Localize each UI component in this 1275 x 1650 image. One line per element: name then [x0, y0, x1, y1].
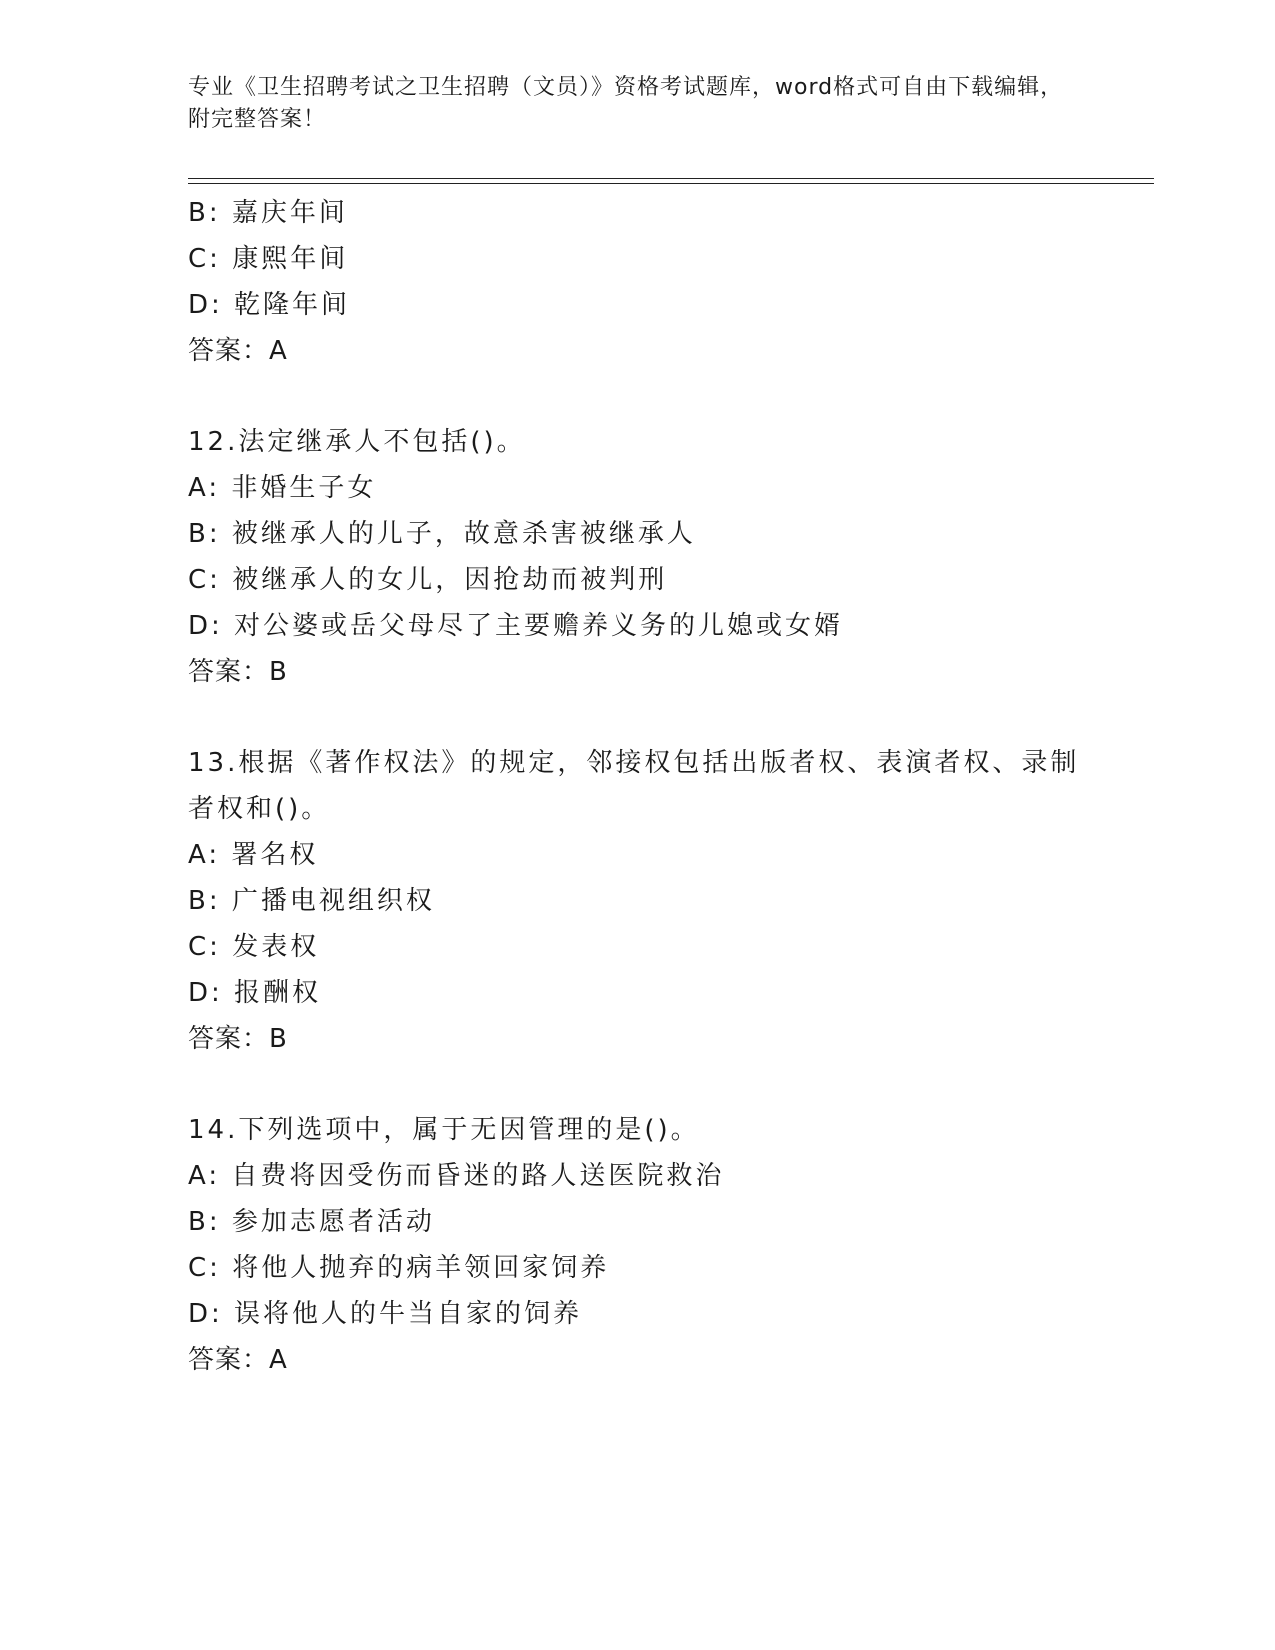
option-d: D: 误将他人的牛当自家的饲养: [188, 1299, 583, 1329]
question-stem: 12.法定继承人不包括()。: [188, 427, 526, 457]
answer-line: 答案：B: [188, 1024, 288, 1054]
option-c: C: 发表权: [188, 932, 320, 962]
header-divider-top: [188, 178, 1154, 179]
option-a: A: 非婚生子女: [188, 473, 377, 503]
header-divider-bottom: [188, 183, 1154, 184]
option-d: D: 对公婆或岳父母尽了主要赡养义务的儿媳或女婿: [188, 611, 844, 641]
option-b: B: 广播电视组织权: [188, 886, 435, 916]
option-a: A: 自费将因受伤而昏迷的路人送医院救治: [188, 1161, 725, 1191]
answer-line: 答案：A: [188, 336, 288, 366]
question-list: [188, 190, 1088, 1383]
option-c: C: 被继承人的女儿，因抢劫而被判刑: [188, 565, 668, 595]
option-b: B: 被继承人的儿子，故意杀害被继承人: [188, 519, 696, 549]
question-12: [188, 419, 1088, 695]
option-c: C: 康熙年间: [188, 244, 349, 274]
question-stem: 14.下列选项中，属于无因管理的是()。: [188, 1115, 700, 1145]
answer-line: 答案：A: [188, 1345, 288, 1375]
option-a: A: 署名权: [188, 840, 319, 870]
answer-line: 答案：B: [188, 657, 288, 687]
question-stem: 13.根据《著作权法》的规定，邻接权包括出版者权、表演者权、录制者权和()。: [188, 748, 1080, 824]
document-header: 专业《卫生招聘考试之卫生招聘（文员）》资格考试题库，word格式可自由下载编辑，附完整答案！: [188, 75, 1064, 132]
question-11-continued: [188, 190, 1088, 374]
option-c: C: 将他人抛弃的病羊领回家饲养: [188, 1253, 610, 1283]
option-b: B: 嘉庆年间: [188, 198, 348, 228]
question-13: [188, 740, 1088, 1062]
option-d: D: 乾隆年间: [188, 290, 351, 320]
question-14: [188, 1107, 1088, 1383]
option-d: D: 报酬权: [188, 978, 322, 1008]
option-b: B: 参加志愿者活动: [188, 1207, 435, 1237]
